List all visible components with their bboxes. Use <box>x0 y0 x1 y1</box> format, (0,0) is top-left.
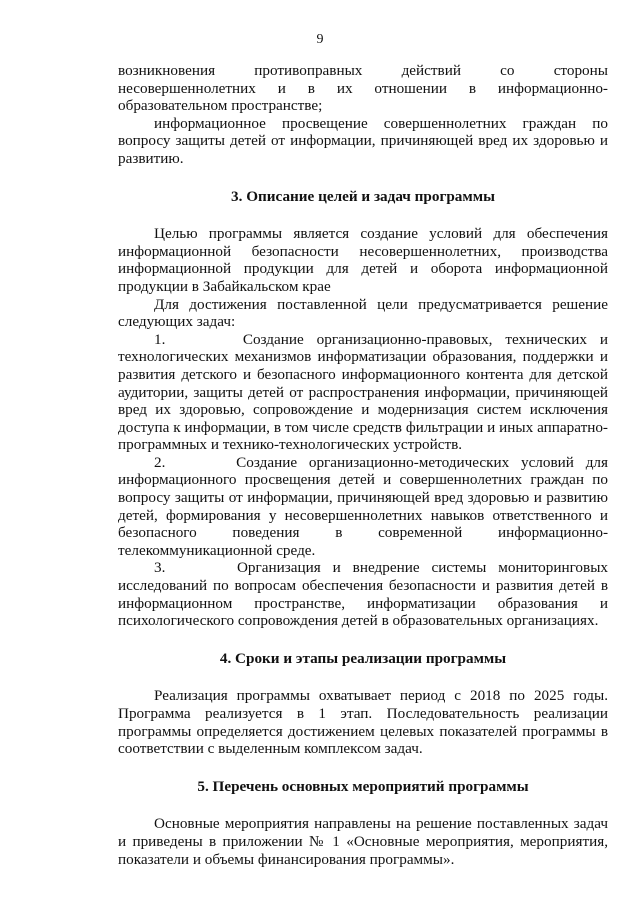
spacer <box>118 630 608 650</box>
section-4-text: Реализация программы охватывает период с 2018 по 2025 годы. Программа реализуется в 1 этап. Последовательность реализации программы определяется достижением целевых показателей программы в соответствии с выделенным комплексом задач. <box>118 687 608 758</box>
section-3-goal: Целью программы является создание условий для обеспечения информационной безопасности несовершеннолетних, производства информационной продукции для детей и оборота информационной продукции в Забайкальском крае <box>118 225 608 295</box>
intro-paragraph-2: информационное просвещение совершеннолетних граждан по вопросу защиты детей от информации, причиняющей вред их здоровью и развитию. <box>118 114 608 167</box>
section-5-text: Основные мероприятия направлены на решение поставленных задач и приведены в приложении № 1 «Основные мероприятия, мероприятия, показатели и объемы финансирования программы». <box>118 815 608 868</box>
page-body <box>118 62 608 868</box>
section-4-title: 4. Сроки и этапы реализации программы <box>219 649 507 667</box>
section-3-task-3: 3. Организация и внедрение системы мониторинговых исследований по вопросам обеспечения безопасности и развития детей в информационном пространстве, информатизации образования и психологического сопровождения детей в образовательных организациях. <box>118 559 608 630</box>
spacer <box>118 205 608 225</box>
section-3-task-2: 2. Создание организационно-методических условий для информационного просвещения детей и совершеннолетних граждан по вопросу защиты от информации, причиняющей вред здоровью и развитию детей, формирования у несовершеннолетних навыков ответственного и безопасного поведения в современной информационно-телекоммуникационной среде. <box>118 453 608 559</box>
spacer <box>118 758 608 778</box>
page-number: 9 <box>316 32 324 47</box>
spacer <box>118 168 608 188</box>
section-3-tasks-intro: Для достижения поставленной цели предусматривается решение следующих задач: <box>118 295 608 331</box>
spacer <box>118 667 608 687</box>
spacer <box>118 795 608 815</box>
section-5-title: 5. Перечень основных мероприятий программы <box>197 777 529 795</box>
intro-paragraph-1: возникновения противоправных действий со стороны несовершеннолетних и в их отношении в информационно-образовательном пространстве; <box>118 62 608 115</box>
section-3-title: 3. Описание целей и задач программы <box>231 187 495 205</box>
section-3-task-1: 1. Создание организационно-правовых, технических и технологических механизмов информатизации образования, поддержки и развития детского и безопасного информационного контента для детской аудитории, защиты детей от распространения информации, причиняющей вред их здоровью, сопровождение и модернизация систем исключения доступа к информации, в том числе средств фильтрации и иных аппаратно-программных и технико-технологических устройств. <box>118 330 608 454</box>
